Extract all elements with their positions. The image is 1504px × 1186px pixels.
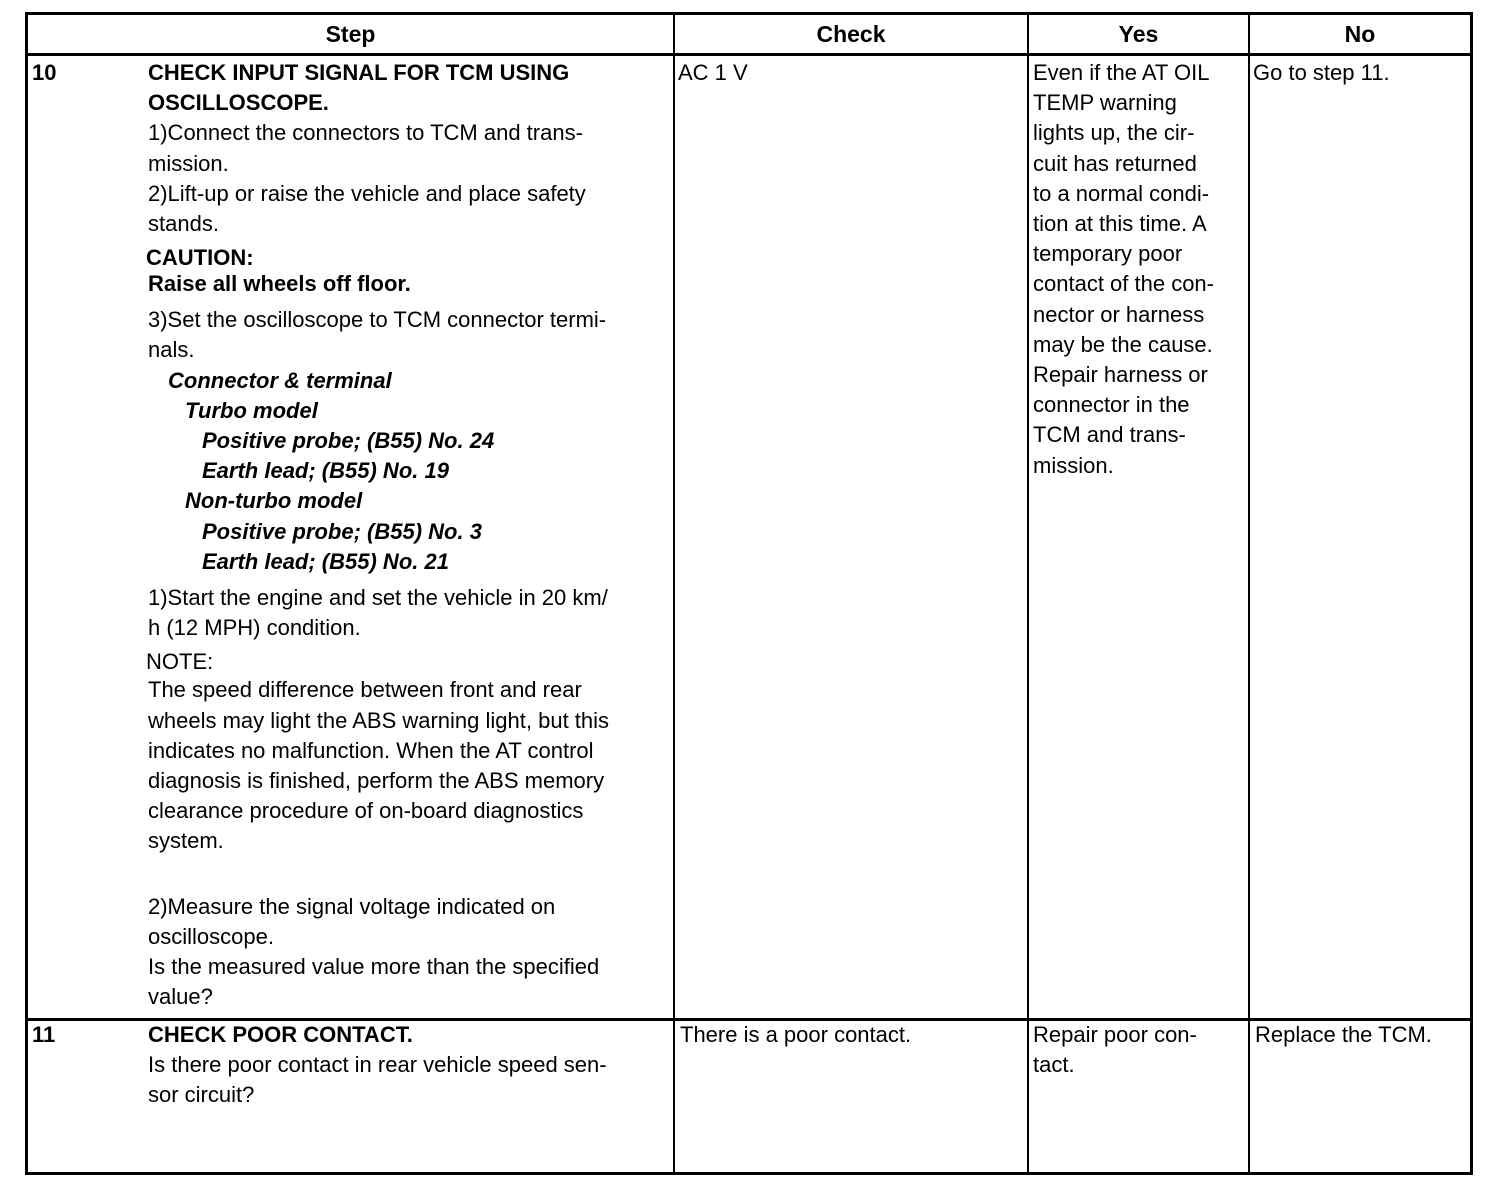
- instruction-1: 1)Connect the connectors to TCM and trans- mission.: [148, 120, 583, 176]
- instruction-5: 2)Measure the signal voltage indicated on oscilloscope.: [148, 893, 556, 949]
- instruction-3: 3)Set the oscilloscope to TCM connector termi- nals.: [148, 307, 607, 363]
- step-question: Is there poor contact in rear vehicle speed sen- sor circuit?: [148, 1052, 607, 1108]
- header-no: No: [1344, 20, 1376, 47]
- column-divider: [1248, 15, 1250, 1172]
- step-number: 11: [32, 1022, 56, 1047]
- no-action: Go to step 11.: [1253, 60, 1390, 85]
- no-action: Replace the TCM.: [1255, 1022, 1432, 1047]
- header-step: Step: [325, 20, 376, 47]
- connector-heading: Connector & terminal: [168, 367, 392, 393]
- turbo-positive-probe: Positive probe; (B55) No. 24: [202, 428, 495, 454]
- header-yes: Yes: [1118, 20, 1159, 47]
- step-description: [148, 58, 668, 1012]
- step-description: [148, 1020, 668, 1111]
- header-divider: [28, 53, 1470, 56]
- yes-action: Repair poor con- tact.: [1033, 1022, 1197, 1078]
- diagnostic-table: [25, 12, 1473, 1175]
- step-title: CHECK POOR CONTACT.: [148, 1022, 413, 1047]
- note-label: NOTE:: [146, 649, 214, 675]
- yes-action: Even if the AT OIL TEMP warning lights up, the cir- cuit has returned to a normal condi- tion at this time. A temporary poor contact of the con- nector or harness may be the cause. Repair harness or connector in the TCM and trans- mission.: [1033, 60, 1214, 478]
- nonturbo-positive-probe: Positive probe; (B55) No. 3: [202, 518, 482, 544]
- check-value: There is a poor contact.: [680, 1022, 912, 1047]
- instruction-2: 2)Lift-up or raise the vehicle and place safety stands.: [148, 180, 586, 237]
- caution-label: CAUTION:: [146, 245, 254, 271]
- turbo-earth-lead: Earth lead; (B55) No. 19: [202, 458, 449, 484]
- column-divider: [673, 15, 675, 1172]
- nonturbo-heading: Non-turbo model: [185, 488, 363, 514]
- header-check: Check: [816, 20, 886, 47]
- column-divider: [1027, 15, 1029, 1172]
- turbo-heading: Turbo model: [185, 397, 318, 423]
- step-title: CHECK INPUT SIGNAL FOR TCM USING OSCILLOSCOPE.: [148, 60, 570, 116]
- step-number: 10: [32, 60, 57, 85]
- caution-text: Raise all wheels off floor.: [148, 271, 411, 297]
- note-text: The speed difference between front and rear wheels may light the ABS warning light, but this indicates no malfunction. When the AT control diagnosis is finished, perform the ABS memory clearance procedure of on-board diagnostics system.: [148, 677, 610, 854]
- nonturbo-earth-lead: Earth lead; (B55) No. 21: [202, 548, 449, 574]
- instruction-4: 1)Start the engine and set the vehicle in 20 km/ h (12 MPH) condition.: [148, 585, 608, 641]
- step-question: Is the measured value more than the specified value?: [148, 954, 600, 1010]
- check-value: AC 1 V: [678, 60, 748, 85]
